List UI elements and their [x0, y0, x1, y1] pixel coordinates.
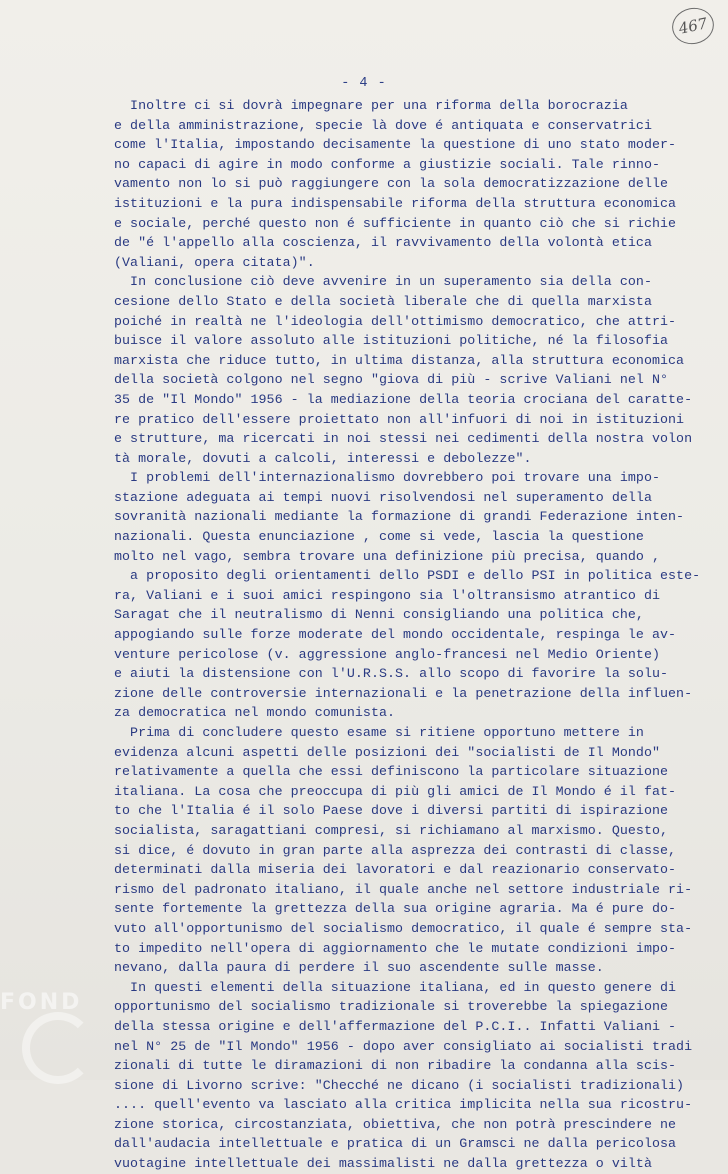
text-line: zione delle controversie internazionali e la penetrazione della influen-: [114, 685, 693, 701]
text-line: 35 de "Il Mondo" 1956 - la mediazione della teoria crociana del caratte-: [114, 391, 693, 407]
text-line: I problemi dell'internazionalismo dovrebbero poi trovare una impo-: [114, 470, 661, 486]
text-line: Inoltre ci si dovrà impegnare per una riforma della borocrazia: [114, 98, 628, 113]
text-line: zione storica, circostanziata, obiettiva, che non potrà prescindere ne: [114, 1116, 677, 1132]
text-line: (Valiani, opera citata)".: [114, 254, 315, 270]
watermark-logo-icon: [22, 1012, 94, 1084]
text-line: tà morale, dovuti a calcoli, interessi e debolezze".: [114, 450, 532, 466]
text-line: dall'audacia intellettuale e pratica di un Gramsci ne dalla pericolosa: [114, 1136, 677, 1152]
text-line: vuto all'opportunismo del socialismo democratico, il quale é sempre sta-: [114, 920, 693, 936]
text-line: socialista, saragattiani compresi, si richiamano al marxismo. Questo,: [114, 822, 669, 838]
watermark-text: FOND: [0, 990, 83, 1015]
text-line: sovranità nazionali mediante la formazione di grandi Federazione inten-: [114, 509, 685, 525]
text-line: poiché in realtà ne l'ideologia dell'ottimismo democratico, che attri-: [114, 313, 677, 329]
text-line: venture pericolose (v. aggressione anglo-francesi nel Medio Oriente): [114, 646, 661, 662]
text-line: vuotagine intellettuale dei massimalisti ne dalla grettezza o viltà: [114, 1156, 652, 1172]
text-line: In questi elementi della situazione italiana, ed in questo genere di: [114, 979, 677, 995]
text-line: sione di Livorno scrive: "Checché ne dicano (i socialisti tradizionali): [114, 1077, 685, 1093]
text-line: to che l'Italia é il solo Paese dove i diversi partiti di ispirazione: [114, 803, 669, 819]
text-line: de "é l'appello alla coscienza, il ravvivamento della volontà etica: [114, 235, 652, 251]
text-line: In conclusione ciò deve avvenire in un superamento sia della con-: [114, 274, 652, 290]
text-line: e strutture, ma ricercati in noi stessi nei cedimenti della nostra volon: [114, 431, 693, 447]
text-line: della società colgono nel segno "giova di più - scrive Valiani nel N°: [114, 372, 669, 388]
text-line: stazione adeguata ai tempi nuovi risolvendosi nel superamento della: [114, 489, 652, 505]
text-line: cesione dello Stato e della società liberale che di quella marxista: [114, 293, 652, 309]
text-line: nel N° 25 de "Il Mondo" 1956 - dopo aver consigliato ai socialisti tradi: [114, 1038, 693, 1054]
text-line: opportunismo del socialismo tradizionale si troverebbe la spiegazione: [114, 999, 669, 1015]
text-line: istituzioni e la pura indispensabile riforma della struttura economica: [114, 195, 677, 211]
text-line: ra, Valiani e i suoi amici respingono sia l'oltransismo atrantico di: [114, 587, 661, 603]
text-line: nevano, dalla paura di perdere il suo ascendente sulle masse.: [114, 960, 604, 976]
text-line: a proposito degli orientamenti dello PSDI e dello PSI in politica este-: [114, 568, 701, 584]
text-line: e della amministrazione, specie là dove é antiquata e conservatrici: [114, 117, 652, 133]
text-line: nazionali. Questa enunciazione , come si vede, lascia la questione: [114, 529, 644, 545]
text-line: rismo del padronato italiano, il quale anche nel settore industriale ri-: [114, 881, 693, 897]
text-line: .... quell'evento va lasciato alla critica implicita nella sua ricostru-: [114, 1097, 693, 1113]
handwritten-page-number: [669, 4, 718, 48]
text-line: Prima di concludere questo esame si ritiene opportuno mettere in: [114, 725, 644, 740]
text-line: si dice, é dovuto in gran parte alla asprezza dei contrasti di classe,: [114, 842, 677, 858]
text-line: evidenza alcuni aspetti delle posizioni dei "socialisti de Il Mondo": [114, 744, 661, 760]
text-line: marxista che riduce tutto, in ultima distanza, alla struttura economica: [114, 352, 685, 368]
typed-body-text: [114, 96, 714, 1174]
text-line: italiana. La cosa che preoccupa di più gli amici de Il Mondo é il fat-: [114, 783, 677, 799]
text-line: sente fortemente la grettezza della sua origine agraria. Ma é pure do-: [114, 901, 677, 917]
text-line: come l'Italia, impostando decisamente la questione di uno stato moder-: [114, 137, 677, 153]
text-line: della stessa origine e dell'affermazione del P.C.I.. Infatti Valiani -: [114, 1018, 677, 1034]
text-line: e sociale, perché questo non é sufficiente in quanto ciò che si richie: [114, 215, 677, 231]
text-line: re pratico dell'essere proiettato non all'infuori di noi in istituzioni: [114, 411, 685, 427]
text-line: zionali di tutte le diramazioni di non ribadire la condanna alla scis-: [114, 1058, 677, 1074]
text-line: buisce il valore assoluto alle istituzioni politiche, né la filosofia: [114, 333, 669, 349]
text-line: no capaci di agire in modo conforme a giustizie sociali. Tale rinno-: [114, 156, 661, 172]
text-line: determinati dalla miseria dei lavoratori e dal reazionario conservato-: [114, 862, 677, 878]
page-number-text: 467: [677, 14, 709, 38]
text-line: appogiando sulle forze moderate del mondo occidentale, respinga le av-: [114, 627, 677, 643]
text-line: vamento non lo si può raggiungere con la sola democratizzazione delle: [114, 176, 669, 192]
text-line: za democratica nel mondo comunista.: [114, 705, 396, 721]
text-line: molto nel vago, sembra trovare una definizione più precisa, quando ,: [114, 548, 661, 564]
foundation-watermark: [0, 990, 110, 1080]
page-label: - 4 -: [341, 76, 387, 91]
text-line: e aiuti la distensione con l'U.R.S.S. allo scopo di favorire la solu-: [114, 666, 669, 682]
text-line: to impedito nell'opera di aggiornamento che le mutate condizioni impo-: [114, 940, 677, 956]
text-line: relativamente a quella che essi definiscono la particolare situazione: [114, 764, 669, 780]
text-line: Saragat che il neutralismo di Nenni consigliando una politica che,: [114, 607, 644, 623]
